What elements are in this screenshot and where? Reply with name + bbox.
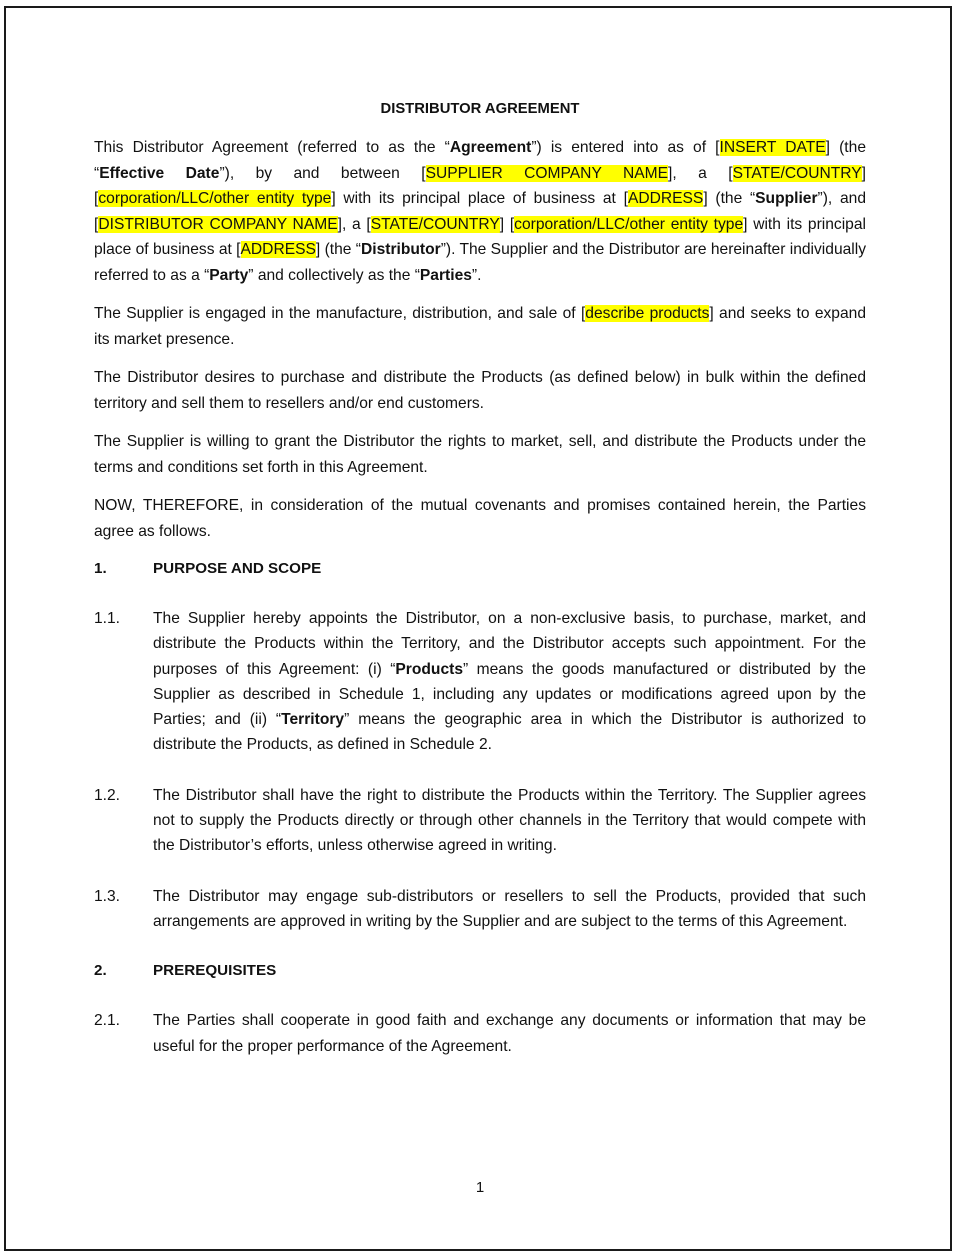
clause-text (153, 606, 866, 758)
clause-number: 1.3. (94, 887, 121, 905)
text-run: ] with its principal place of business at [ (94, 215, 866, 258)
text-run: ” and collectively as the “ (248, 266, 420, 284)
text-run: ] [ (499, 215, 515, 233)
page-number: 1 (475, 1179, 485, 1196)
placeholder-distributor-state[interactable]: STATE/COUNTRY (370, 215, 500, 233)
text-run: The Supplier is engaged in the manufacture, distribution, and sale of [ (94, 305, 586, 322)
intro-paragraph (94, 135, 866, 288)
placeholder-distributor-entity[interactable]: corporation/LLC/other entity type (514, 215, 744, 233)
text-run: The Supplier hereby appoints the Distributor, on a non-exclusive basis, to purchase, market, and distribute the Products within the Territory, and the Distributor accepts such appointment. For the purposes of this Agreement: (i) “ (153, 610, 866, 678)
defined-term: Effective Date (99, 164, 220, 182)
text-run: ”. (471, 266, 482, 284)
placeholder-supplier-name[interactable]: SUPPLIER COMPANY NAME (425, 164, 669, 182)
recital-paragraph: The Distributor desires to purchase and distribute the Products (as defined below) in bulk within the defined territory and sell them to resellers and/or end customers. (94, 369, 866, 412)
clause-text: The Distributor may engage sub-distributors or resellers to sell the Products, provided that such arrangements are approved in writing by the Supplier and are subject to the terms of this Agreement. (153, 887, 866, 930)
defined-term: Agreement (449, 139, 532, 156)
placeholder-supplier-address[interactable]: ADDRESS (627, 190, 704, 207)
section-number: 1. (94, 560, 107, 577)
text-run: ”). The Supplier and the Distributor are hereinafter individually referred to as a “ (94, 241, 867, 284)
text-run: ], a [ (668, 164, 733, 182)
defined-term: Supplier (755, 190, 818, 207)
placeholder-date[interactable]: INSERT DATE (719, 139, 826, 156)
section-title: PURPOSE AND SCOPE (153, 560, 322, 577)
document-title: DISTRIBUTOR AGREEMENT (380, 101, 580, 117)
recital-paragraph (94, 301, 866, 352)
text-run: ] with its principal place of business at [ (331, 190, 628, 207)
defined-term: Distributor (360, 241, 441, 258)
text-run: ” means the geographic area in which the Distributor is authorized to distribute the Products, as defined in Schedule 2. (153, 711, 866, 754)
clause (94, 884, 866, 935)
placeholder-distributor-name[interactable]: DISTRIBUTOR COMPANY NAME (98, 215, 338, 233)
text-run: ”), and [ (94, 190, 866, 233)
clause (94, 606, 866, 758)
text-run: ] [ (94, 164, 866, 207)
placeholder-supplier-state[interactable]: STATE/COUNTRY (732, 164, 862, 182)
defined-term: Party (209, 266, 249, 284)
section-number: 2. (94, 962, 107, 980)
clause-number: 2.1. (94, 1012, 121, 1030)
document-page (4, 6, 952, 1251)
text-run: ] and seeks to expand its market presence. (94, 305, 866, 348)
clause-number: 1.2. (94, 786, 121, 804)
clause-text: The Parties shall cooperate in good faith and exchange any documents or information that may be useful for the proper performance of the Agreement. (153, 1012, 866, 1055)
text-run: ”), by and between [ (219, 164, 426, 182)
recital-paragraph: The Supplier is willing to grant the Distributor the rights to market, sell, and distribute the Products under the terms and conditions set forth in this Agreement. (94, 433, 866, 476)
text-run: ], a [ (337, 215, 371, 233)
section-heading (94, 557, 866, 581)
section-heading (94, 959, 866, 983)
defined-term: Parties (419, 266, 472, 284)
recital-paragraph: NOW, THEREFORE, in consideration of the mutual covenants and promises contained herein, the Parties agree as follows. (94, 497, 866, 540)
clause (94, 783, 866, 859)
text-run: ] (the “ (94, 139, 866, 182)
clause-text: The Distributor shall have the right to distribute the Products within the Territory. The Supplier agrees not to supply the Products directly or through other channels in the Territory that would compete with the Distributor’s efforts, unless otherwise agreed in writing. (153, 786, 866, 855)
clause-number: 1.1. (94, 610, 121, 627)
placeholder-products[interactable]: describe products (585, 305, 710, 322)
section-title: PREREQUISITES (153, 962, 277, 980)
defined-term: Territory (281, 711, 345, 729)
clause (94, 1008, 866, 1059)
text-run: This Distributor Agreement (referred to as the “ (94, 139, 450, 156)
text-run: ”) is entered into as of [ (531, 139, 720, 156)
placeholder-distributor-address[interactable]: ADDRESS (240, 241, 316, 258)
defined-term: Products (395, 660, 463, 678)
text-run: ] (the “ (703, 190, 756, 207)
text-run: ] (the “ (315, 241, 361, 258)
document-body (94, 97, 866, 1084)
text-run: ” means the goods manufactured or distributed by the Supplier as described in Schedule 1, including any updates or modifications agreed upon by the Parties; and (ii) “ (153, 660, 866, 729)
placeholder-supplier-entity[interactable]: corporation/LLC/other entity type (98, 190, 332, 207)
